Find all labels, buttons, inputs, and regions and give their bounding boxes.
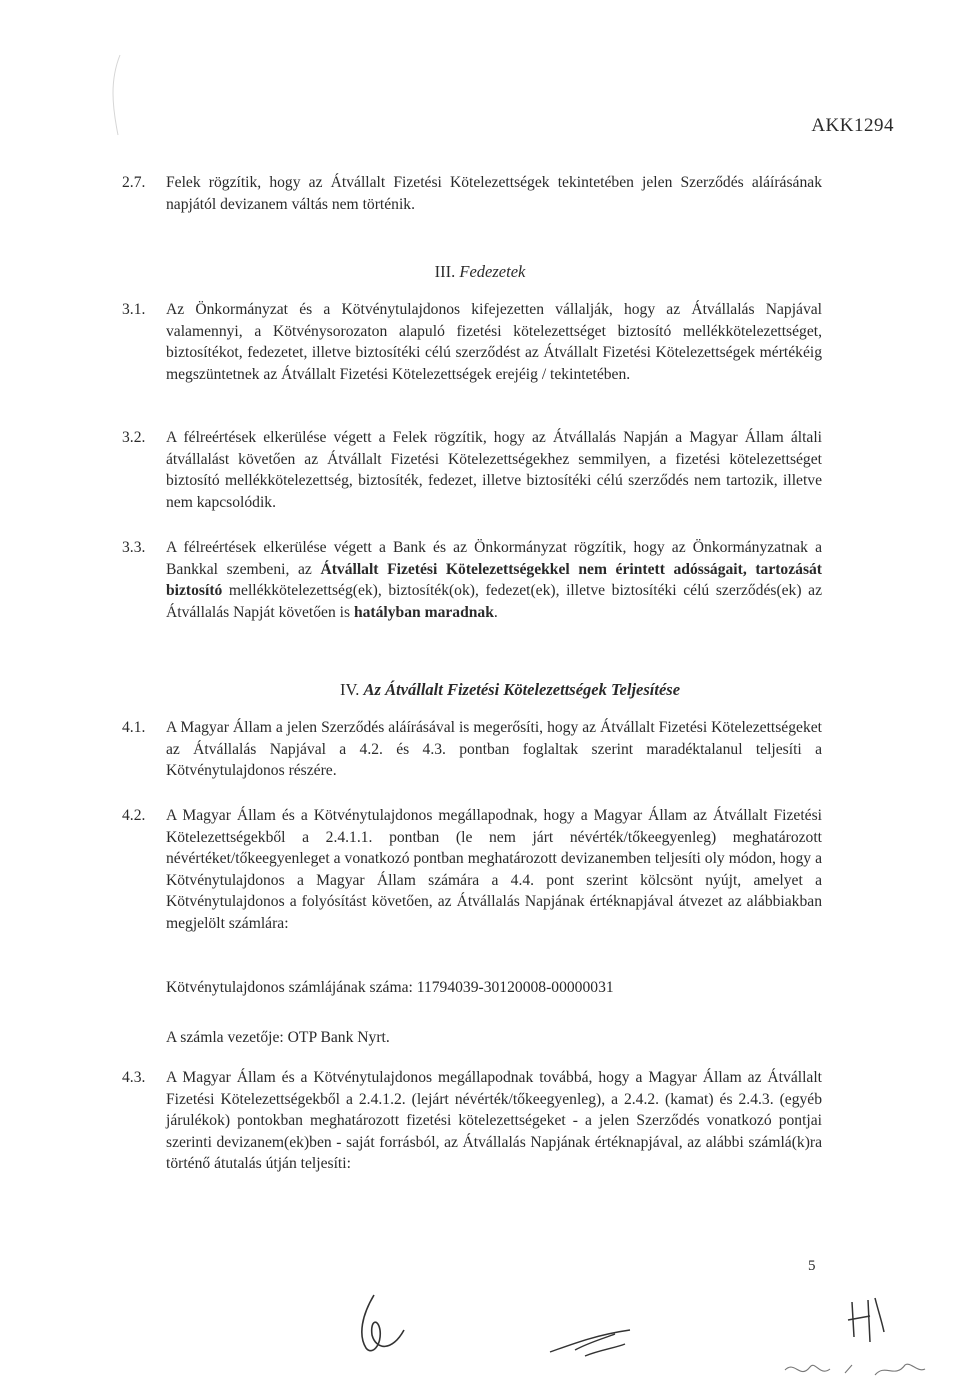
heading-number: IV. xyxy=(339,680,360,699)
heading-iv xyxy=(30,680,960,700)
text-part: . xyxy=(493,603,498,621)
handwritten-signature-4 xyxy=(780,1355,930,1383)
handwritten-initials-1 xyxy=(352,1290,412,1360)
section-2-7 xyxy=(122,172,822,215)
heading-title: Fedezetek xyxy=(459,262,526,281)
section-number: 2.7. xyxy=(122,174,146,191)
section-text xyxy=(166,537,822,623)
section-text: A Magyar Állam a jelen Szerződés aláírásával is megerősíti, hogy az Átvállalt Fizetési Kötelezettségeket az Átvállalás Napjával a 4.2. és 4.3. pontban foglaltak szerint maradéktalanul teljesíti a Kötvénytulajdonos részére. xyxy=(166,719,822,779)
section-3-2 xyxy=(122,427,822,513)
section-3-3 xyxy=(122,537,822,623)
account-number: Kötvénytulajdonos számlájának száma: 11794039-30120008-00000031 xyxy=(166,979,614,996)
section-number: 4.2. xyxy=(122,807,146,824)
section-4-1 xyxy=(122,717,822,782)
section-number: 3.3. xyxy=(122,539,146,556)
section-4-3 xyxy=(122,1067,822,1175)
heading-iii xyxy=(0,262,960,282)
section-number: 4.3. xyxy=(122,1069,146,1086)
account-number-line xyxy=(122,977,822,999)
section-4-2 xyxy=(122,805,822,934)
page-number: 5 xyxy=(808,1258,816,1274)
section-text: A félreértések elkerülése végett a Felek rögzítik, hogy az Átvállalás Napján a Magyar Állam általi átvállalást követően az Átvállalt Fizetési Kötelezettségekhez semmilyen, a fizetési kötelezettséget biztosító mellékkötelezettség, biztosíték, fedezet, illetve biztosítéki célú szerződés nem tartozik, illetve nem kapcsolódik. xyxy=(166,429,822,511)
section-text: A Magyar Állam és a Kötvénytulajdonos megállapodnak továbbá, hogy a Magyar Állam az Átvállalt Fizetési Kötelezettségekből a 2.4.1.2. (lejárt névérték/tőkeegyenleg), a 2.4.2. (kamat) és 2.4.3. (egyéb járulékok) pontokban meghatározott fizetési kötelezettségeket - a jelen Szerződés vonatkozó pontjai szerinti devizanem(ek)ben - saját forrásból, az Átvállalás Napjának értéknapjával, az alábbi számlá(k)ra történő átutalás útján teljesíti: xyxy=(166,1069,822,1172)
bold-text: Átvállalt Fizetési Kötelezettségekkel nem érintett adósságait, tartozását biztosító xyxy=(166,560,823,599)
handwritten-initials-3 xyxy=(840,1292,900,1352)
section-number: 3.1. xyxy=(122,301,146,318)
section-number: 4.1. xyxy=(122,719,146,736)
text-part: A félreértések elkerülése végett a Bank és az Önkormányzat rögzítik, hogy az Önkormányzatnak a Bankkal szembeni, az xyxy=(166,539,822,578)
account-holder-line xyxy=(122,1027,822,1049)
text-part: mellékkötelezettség(ek), biztosíték(ok), fedezet(ek), illetve biztosítéki célú szerződés(ek) az Átvállalás Napját követően is xyxy=(166,582,822,621)
account-holder: A számla vezetője: OTP Bank Nyrt. xyxy=(166,1029,390,1046)
faint-scan-mark xyxy=(100,50,130,140)
section-number: 3.2. xyxy=(122,429,146,446)
section-text: A Magyar Állam és a Kötvénytulajdonos megállapodnak, hogy a Magyar Állam az Átvállalt Fizetési Kötelezettségekből a 2.4.1.1. pontban (le nem járt névérték/tőkeegyenleg) meghatározott névértéket/tőkeegyenleget a vonatkozó pontban meghatározott devizanemben teljesíti oly módon, hogy a Kötvénytulajdonos a Magyar Állam számára a 4.4. pont szerint kölcsönt nyújt, amelyet a Kötvénytulajdonos a folyósítást követően, az Átvállalás Napjának értéknapjával átvezet az alábbiakban megjelölt számlára: xyxy=(166,807,822,932)
document-id: AKK1294 xyxy=(811,115,894,136)
section-text: Felek rögzítik, hogy az Átvállalt Fizetési Kötelezettségek tekintetében jelen Szerződés aláírásának napjától devizanem váltás nem történik. xyxy=(166,174,822,213)
handwritten-signature-2 xyxy=(545,1320,640,1365)
bold-text: hatályban maradnak xyxy=(353,603,494,621)
heading-title: Az Átvállalt Fizetési Kötelezettségek Teljesítése xyxy=(363,680,681,699)
heading-number: III. xyxy=(434,262,456,281)
section-text: Az Önkormányzat és a Kötvénytulajdonos kifejezetten vállalják, hogy az Átvállalás Napjával valamennyi, a Kötvénysorozaton alapuló fizetési kötelezettséget biztosító mellékkötelezettséget, biztosítékot, fedezetet, illetve biztosítéki célú szerződést az Átvállalt Fizetési Kötelezettségek mértékéig megszüntetnek az Átvállalt Fizetési Kötelezettségek erejéig / tekintetében. xyxy=(166,301,822,383)
section-3-1 xyxy=(122,299,822,385)
